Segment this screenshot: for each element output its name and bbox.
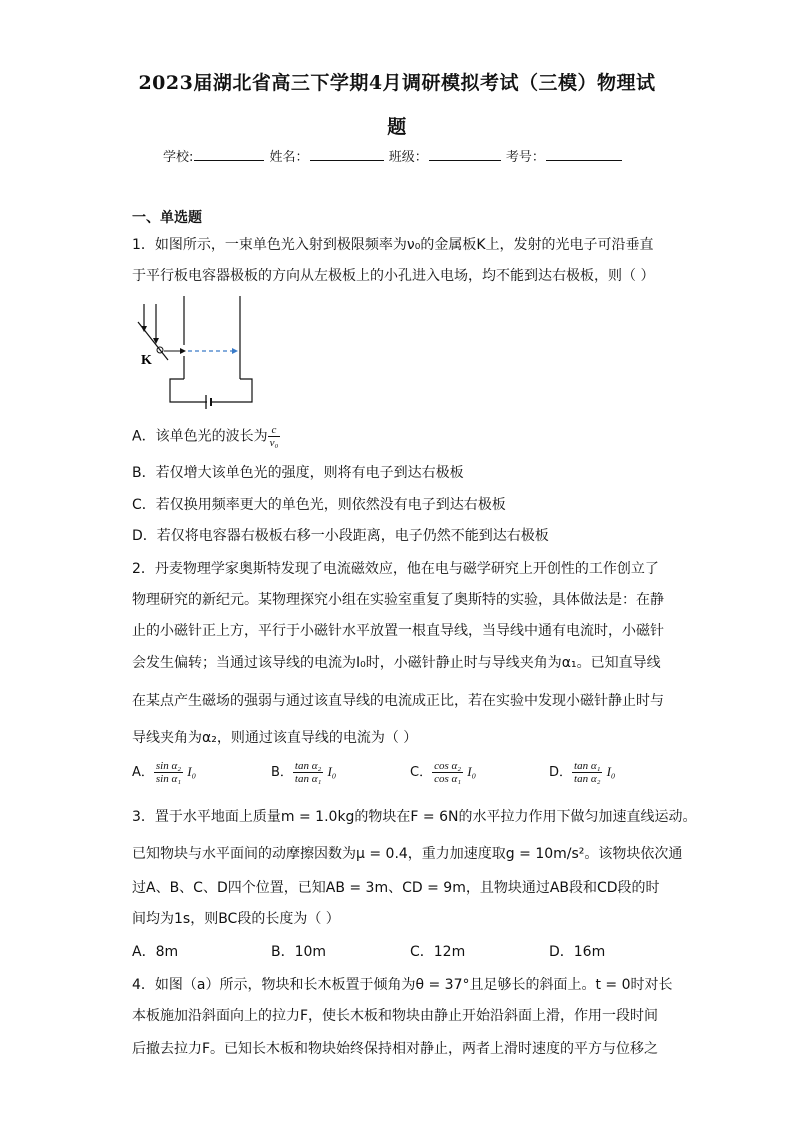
name-label: 姓名：: [269, 150, 309, 165]
q1-stem-line2: 于平行板电容器极板的方向从左极板上的小孔进入电场，均不能到达右极板，则（ ）: [132, 268, 655, 284]
exam-title-line2: 题: [387, 116, 407, 138]
q4-stem-line2: 本板施加沿斜面向上的拉力F，使长木板和物块由静止开始沿斜面上滑，作用一段时间: [132, 1008, 659, 1024]
q2-stem-line2: 物理研究的新纪元。某物理探究小组在实验室重复了奥斯特的实验，具体做法是：在静: [132, 592, 664, 608]
q1-stem-line1: 1．如图所示，一束单色光入射到极限频率为ν₀的金属板K上，发射的光电子可沿垂直: [132, 237, 654, 253]
q3-option-d[interactable]: D．16m: [549, 944, 606, 960]
q4-stem-line1: 4．如图（a）所示，物块和长木板置于倾角为θ = 37°且足够长的斜面上。t = 0时对长: [132, 977, 673, 993]
q1-option-b[interactable]: B．若仅增大该单色光的强度，则将有电子到达右极板: [132, 465, 464, 481]
dashed-trajectory-arrow: [232, 348, 238, 354]
plate-k-label: K: [141, 353, 152, 368]
q2-option-c[interactable]: C． $\frac{\text{cos α₂}}{\text{cos α₁}}$ I₀: [410, 760, 477, 785]
q2-option-b[interactable]: B． $\frac{\text{tan α₂}}{\text{tan α₁}}$ I₀: [271, 760, 337, 785]
q2-stem-line1: 2．丹麦物理学家奥斯特发现了电流磁效应，他在电与磁学研究上开创性的工作创立了: [132, 561, 659, 577]
q2-option-a[interactable]: A． $\frac{\text{sin α₂}}{\text{sin α₁}}$ I₀: [132, 760, 197, 785]
q1-option-c[interactable]: C．若仅换用频率更大的单色光，则依然没有电子到达右极板: [132, 497, 506, 513]
q3-option-c[interactable]: C．12m: [410, 944, 466, 960]
q4-stem-line3: 后撤去拉力F。已知长木板和物块始终保持相对静止，两者上滑时速度的平方与位移之: [132, 1041, 659, 1057]
q1-option-a[interactable]: A．该单色光的波长为 $\frac{c}{\text{ν₀}}$: [132, 424, 279, 449]
class-label: 班级：: [388, 150, 428, 165]
name-blank[interactable]: [310, 148, 384, 161]
q3-stem-line4: 间均为1s，则BC段的长度为（ ）: [132, 911, 340, 927]
school-label: 学校:: [163, 150, 194, 165]
q3-stem-line2: 已知物块与水平面间的动摩擦因数为μ = 0.4，重力加速度取g = 10m/s²。该物块依次通: [132, 846, 683, 862]
class-blank[interactable]: [429, 148, 501, 161]
q3-stem-line1: 3．置于水平地面上质量m = 1.0kg的物块在F = 6N的水平拉力作用下做匀加速直线运动。: [132, 809, 697, 825]
q2-stem-line5: 在某点产生磁场的强弱与通过该直导线的电流成正比，若在实验中发现小磁针静止时与: [132, 693, 664, 709]
q2-stem-line6: 导线夹角为α₂，则通过该直导线的电流为（ ）: [132, 730, 418, 746]
q1-capacitor-figure: [130, 292, 265, 410]
q3-option-b[interactable]: B．10m: [271, 944, 327, 960]
q2-stem-line4: 会发生偏转；当通过该导线的电流为I₀时，小磁针静止时与导线夹角为α₁。已知直导线: [132, 655, 661, 671]
q1-option-d[interactable]: D．若仅将电容器右极板右移一小段距离，电子仍然不能到达右极板: [132, 528, 549, 544]
q2-option-d[interactable]: D． $\frac{\text{tan α₁}}{\text{tan α₂}}$ I₀: [549, 760, 616, 785]
exam-no-blank[interactable]: [546, 148, 622, 161]
exam-no-label: 考号：: [505, 150, 545, 165]
q3-option-a[interactable]: A．8m: [132, 944, 179, 960]
q1-option-a-fraction: $\frac{c}{\text{ν₀}}$: [269, 424, 279, 449]
q2-stem-line3: 止的小磁针正上方，平行于小磁针水平放置一根直导线，当导线中通有电流时，小磁针: [132, 623, 664, 639]
student-info-row: [163, 146, 623, 165]
electron-path-arrow: [180, 348, 186, 354]
q3-stem-line3: 过A、B、C、D四个位置，已知AB = 3m、CD = 9m，且物块通过AB段和CD段的时: [132, 880, 660, 896]
exam-title-line1: 2023届湖北省高三下学期4月调研模拟考试（三模）物理试: [138, 72, 656, 94]
school-blank[interactable]: [194, 148, 264, 161]
section-heading: 一、单选题: [132, 210, 202, 226]
